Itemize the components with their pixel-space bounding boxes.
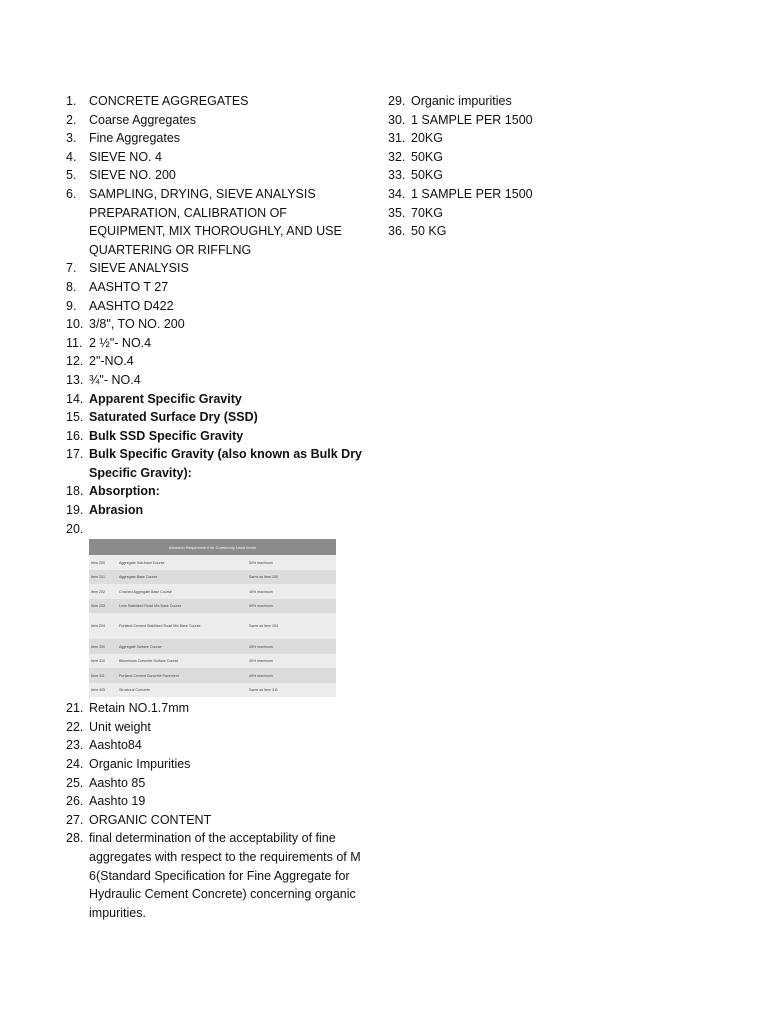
list-item-number: 12. <box>66 354 84 369</box>
list-item <box>388 148 688 167</box>
list-item-number: 31. <box>388 131 406 146</box>
table-cell-description: Aggregate Sub-base Course <box>117 555 247 570</box>
list-item <box>66 501 366 520</box>
list-item-number: 10. <box>66 317 84 332</box>
list-item <box>66 520 366 539</box>
table-cell-description: Lime Stabilized Road Mix Base Course <box>117 599 247 614</box>
list-item-text: Aashto 19 <box>89 794 146 809</box>
table-cell-item: Item 204 <box>89 613 117 639</box>
list-item-text: 70KG <box>411 205 443 220</box>
list-item-text: AASHTO D422 <box>89 298 174 313</box>
list-item <box>66 371 366 390</box>
numbered-list-part-3 <box>388 92 688 241</box>
list-item <box>388 204 688 223</box>
list-item-text: Bulk SSD Specific Gravity <box>89 428 244 443</box>
list-item-number: 9. <box>66 298 77 313</box>
table-cell-description: Aggregate Surface Course <box>117 639 247 654</box>
list-item-number: 22. <box>66 719 84 734</box>
list-item-number: 36. <box>388 224 406 239</box>
table-cell-description: Aggregate Base Course <box>117 570 247 585</box>
list-item-text: SIEVE NO. 200 <box>89 168 176 183</box>
list-item-text: Aashto84 <box>89 738 142 753</box>
list-item-text: SIEVE NO. 4 <box>89 149 162 164</box>
list-item <box>388 92 688 111</box>
table-cell-requirement: 50% maximum <box>247 599 336 614</box>
table-cell-item: Item 201 <box>89 570 117 585</box>
list-item-number: 4. <box>66 149 77 164</box>
list-item-text: Coarse Aggregates <box>89 112 197 127</box>
list-item-text: Apparent Specific Gravity <box>89 391 242 406</box>
list-item-number: 5. <box>66 168 77 183</box>
list-item-number: 21. <box>66 701 84 716</box>
list-item-text: AASHTO T 27 <box>89 279 169 294</box>
list-item-number: 30. <box>388 112 406 127</box>
list-item <box>66 718 366 737</box>
list-item-number: 7. <box>66 261 77 276</box>
table-cell-requirement: Same as Item 311 <box>247 683 336 698</box>
list-item-number: 20. <box>66 521 84 536</box>
table-row <box>89 584 336 599</box>
table-cell-item: Item 200 <box>89 555 117 570</box>
list-item-number: 29. <box>388 94 406 108</box>
list-item-text: Fine Aggregates <box>89 131 181 146</box>
list-item <box>66 166 366 185</box>
list-item-number: 6. <box>66 186 77 201</box>
list-item-text: Bulk Specific Gravity (also known as Bulk Dry Specific Gravity): <box>89 447 363 480</box>
table-row <box>89 654 336 669</box>
list-item-number: 11. <box>66 335 83 350</box>
list-item-text: SIEVE ANALYSIS <box>89 261 189 276</box>
list-item-text: 1 SAMPLE PER 1500 <box>411 112 533 127</box>
list-item-text: Retain NO.1.7mm <box>89 701 190 716</box>
table-cell-item: Item 300 <box>89 639 117 654</box>
list-item-number: 15. <box>66 410 84 425</box>
list-item-text: Absorption: <box>89 484 160 499</box>
table-cell-description: Structural Concrete <box>117 683 247 698</box>
list-item-number: 23. <box>66 738 84 753</box>
table-cell-requirement: 45% maximum <box>247 639 336 654</box>
table-cell-description: Portland Cement Concrete Pavement <box>117 668 247 683</box>
list-item-number: 2. <box>66 112 77 127</box>
list-item-number: 28. <box>66 831 84 846</box>
list-item-number: 3. <box>66 131 77 146</box>
list-item-text: 1 SAMPLE PER 1500 <box>411 186 533 201</box>
list-item-number: 8. <box>66 279 77 294</box>
list-item-number: 18. <box>66 484 84 499</box>
list-item-text: 50 KG <box>411 224 447 239</box>
list-item <box>66 755 366 774</box>
list-item-text: 2 ½"- NO.4 <box>89 335 152 350</box>
list-item <box>388 129 688 148</box>
list-item-text: 3/8", TO NO. 200 <box>89 317 185 332</box>
list-item-text: 20KG <box>411 131 443 146</box>
list-item-number: 34. <box>388 186 406 201</box>
list-item <box>66 278 366 297</box>
table-cell-requirement: Same as Item 203 <box>247 613 336 639</box>
list-item-text: Abrasion <box>89 503 144 518</box>
list-item <box>388 222 688 241</box>
list-item-text: final determination of the acceptability of fine aggregates with respect to the requirements of M 6(Standard Specification for Fine Aggregate for Hydraulic Cement Concrete) concerning organic impurities. <box>89 831 361 920</box>
list-item <box>66 352 366 371</box>
table-row <box>89 613 336 639</box>
list-item-text: 50KG <box>411 168 443 183</box>
table-row <box>89 639 336 654</box>
list-item-number: 27. <box>66 812 84 827</box>
table-row <box>89 555 336 570</box>
list-item <box>66 445 366 482</box>
table-cell-requirement: 50% maximum <box>247 555 336 570</box>
abrasion-table-title: Abrasion Requirement for Commonly Used Items <box>89 539 336 555</box>
list-item-number: 33. <box>388 168 406 183</box>
list-item-number: 16. <box>66 428 84 443</box>
list-item-number: 24. <box>66 757 84 772</box>
table-row <box>89 599 336 614</box>
list-item <box>66 129 366 148</box>
list-item <box>388 166 688 185</box>
list-item-number: 17. <box>66 447 84 462</box>
list-item <box>66 148 366 167</box>
left-column <box>66 92 366 922</box>
list-item-number: 35. <box>388 205 406 220</box>
list-item-number: 13. <box>66 372 84 387</box>
abrasion-requirement-table <box>89 539 336 697</box>
list-item <box>66 482 366 501</box>
list-item <box>66 774 366 793</box>
list-item <box>66 334 366 353</box>
list-item-number: 26. <box>66 794 84 809</box>
list-item <box>388 185 688 204</box>
table-cell-item: Item 311 <box>89 668 117 683</box>
list-item <box>66 111 366 130</box>
list-item <box>66 811 366 830</box>
list-item-text: Organic Impurities <box>89 757 191 772</box>
table-cell-item: Item 202 <box>89 584 117 599</box>
list-item <box>66 390 366 409</box>
table-cell-description: Crushed Aggregate Base Course <box>117 584 247 599</box>
list-item <box>388 111 688 130</box>
list-item-number: 32. <box>388 149 406 164</box>
numbered-list-part-2 <box>66 699 366 922</box>
list-item <box>66 259 366 278</box>
list-item-text: Saturated Surface Dry (SSD) <box>89 410 258 425</box>
list-item-text: CONCRETE AGGREGATES <box>89 94 249 108</box>
list-item <box>66 736 366 755</box>
list-item <box>66 699 366 718</box>
right-column <box>388 92 688 241</box>
list-item-text: 50KG <box>411 149 443 164</box>
table-row <box>89 668 336 683</box>
list-item <box>66 92 366 111</box>
table-cell-requirement: 45% maximum <box>247 584 336 599</box>
table-row <box>89 570 336 585</box>
list-item-text <box>89 520 366 539</box>
list-item <box>66 185 366 259</box>
list-item-text: Aashto 85 <box>89 775 146 790</box>
table-cell-item: Item 310 <box>89 654 117 669</box>
abrasion-table-image <box>89 539 336 697</box>
list-item-text: Unit weight <box>89 719 151 734</box>
list-item-number: 1. <box>66 94 77 108</box>
table-cell-description: Bituminous Concrete Surface Course <box>117 654 247 669</box>
list-item-number: 14. <box>66 391 84 406</box>
list-item-text: ORGANIC CONTENT <box>89 812 212 827</box>
numbered-list-part-1 <box>66 92 366 538</box>
list-item <box>66 315 366 334</box>
list-item-text: 2"-NO.4 <box>89 354 134 369</box>
list-item <box>66 792 366 811</box>
table-cell-item: Item 405 <box>89 683 117 698</box>
list-item-text: Organic impurities <box>411 94 512 108</box>
list-item-number: 19. <box>66 503 84 518</box>
table-cell-requirement: 40% maximum <box>247 654 336 669</box>
list-item-text: ¾"- NO.4 <box>89 372 141 387</box>
list-item <box>66 408 366 427</box>
list-item-text: SAMPLING, DRYING, SIEVE ANALYSIS PREPARATION, CALIBRATION OF EQUIPMENT, MIX THOROUGHLY, AND USE QUARTERING OR RIFFLNG <box>89 186 342 257</box>
list-item-number: 25. <box>66 775 84 790</box>
table-cell-description: Portland Cement Stabilized Road Mix Base Course <box>117 613 247 639</box>
table-cell-item: Item 203 <box>89 599 117 614</box>
table-cell-requirement: 40% maximum <box>247 668 336 683</box>
list-item <box>66 427 366 446</box>
list-item <box>66 297 366 316</box>
table-cell-requirement: Same as Item 200 <box>247 570 336 585</box>
table-row <box>89 683 336 698</box>
list-item <box>66 829 366 922</box>
